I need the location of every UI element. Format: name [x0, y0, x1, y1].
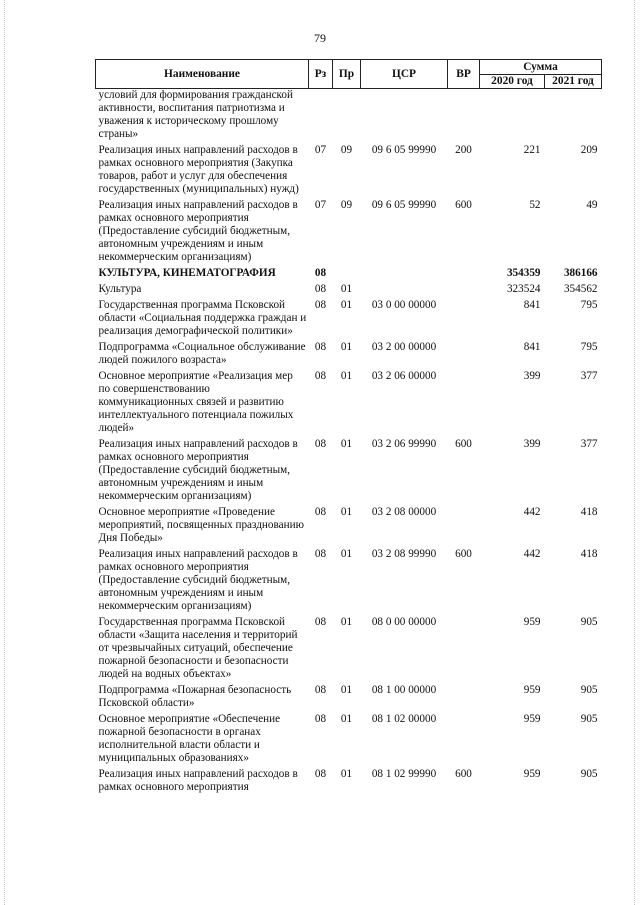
- table-row: [96, 299, 602, 341]
- row-csr: 03 2 08 99990: [371, 548, 437, 560]
- row-name: условий для формирования гражданской активности, воспитания патриотизма и уважения к историческому прошлому страны»: [98, 89, 293, 140]
- row-vr: [448, 341, 480, 370]
- row-name: Реализация иных направлений расходов в рамках основного мероприятия (Закупка товаров, работ и услуг для обеспечения государственных (муниципальных) нужд): [98, 144, 299, 195]
- row-csr: 08 0 00 00000: [371, 616, 437, 628]
- row-pr: 01: [340, 299, 353, 311]
- row-vr: 600: [455, 438, 472, 450]
- row-sum-2020: 959: [523, 713, 541, 725]
- row-rz: 08: [314, 713, 327, 725]
- row-rz: 07: [314, 144, 327, 156]
- row-csr: 08 1 02 00000: [371, 713, 437, 725]
- page-edge-right: [634, 0, 635, 905]
- row-sum-2020: 959: [523, 768, 541, 780]
- row-sum-2021: 905: [580, 684, 598, 696]
- row-name: КУЛЬТУРА, КИНЕМАТОГРАФИЯ: [98, 267, 276, 279]
- row-rz: 08: [314, 341, 327, 353]
- row-pr: 01: [340, 713, 353, 725]
- row-csr: [361, 283, 448, 299]
- row-rz: 08: [314, 548, 327, 560]
- row-rz: 08: [314, 299, 327, 311]
- table-row: [96, 199, 602, 267]
- row-name: Реализация иных направлений расходов в рамках основного мероприятия: [98, 768, 298, 793]
- row-vr: 600: [455, 768, 472, 780]
- row-rz: 08: [314, 684, 327, 696]
- row-rz: 08: [314, 768, 327, 780]
- row-sum-2020: 442: [523, 506, 541, 518]
- row-sum-2021: 418: [580, 548, 598, 560]
- table-row: [96, 144, 602, 199]
- row-sum-2021: 905: [580, 713, 598, 725]
- row-sum-2021: 377: [580, 438, 598, 450]
- header-pr: Пр: [333, 60, 361, 89]
- table-row: [96, 267, 602, 283]
- row-name: Основное мероприятие «Проведение мероприятий, посвященных празднованию Дня Победы»: [98, 506, 304, 544]
- header-vr: ВР: [448, 60, 480, 89]
- row-sum-2020: 959: [523, 684, 541, 696]
- table-row: [96, 438, 602, 506]
- row-sum-2021: 386166: [563, 267, 598, 279]
- row-vr: [448, 370, 480, 438]
- header-csr: ЦСР: [361, 60, 448, 89]
- row-csr: 03 0 00 00000: [371, 299, 437, 311]
- row-vr: [448, 283, 480, 299]
- row-vr: [448, 267, 480, 283]
- header-year-2021: 2021 год: [545, 75, 602, 89]
- page-edge-left: [4, 0, 5, 905]
- row-csr: 09 6 05 99990: [371, 144, 437, 156]
- row-sum-2020: 841: [523, 299, 541, 311]
- row-pr: 01: [340, 506, 353, 518]
- budget-table: [95, 59, 602, 797]
- header-sum: Сумма: [480, 60, 602, 75]
- row-name: Государственная программа Псковской области «Защита населения и территорий от чрезвычайных ситуаций, обеспечение пожарной безопасности и безопасности людей на водных объектах»: [98, 616, 298, 680]
- row-sum-2020: 442: [523, 548, 541, 560]
- row-name: Государственная программа Псковской области «Социальная поддержка граждан и реализация демографической политики»: [98, 299, 307, 337]
- row-rz: 07: [314, 199, 327, 211]
- row-pr: 01: [340, 616, 353, 628]
- row-sum-2020: 399: [523, 438, 541, 450]
- row-pr: 09: [340, 199, 353, 211]
- row-vr: 200: [455, 144, 472, 156]
- row-sum-2021: 905: [580, 768, 598, 780]
- row-rz: [309, 89, 333, 145]
- table-row: [96, 548, 602, 616]
- row-pr: 01: [340, 548, 353, 560]
- table-row: [96, 506, 602, 548]
- row-vr: [448, 684, 480, 713]
- row-sum-2021: 354562: [563, 283, 598, 295]
- row-vr: 600: [455, 199, 472, 211]
- row-rz: 08: [314, 438, 327, 450]
- row-csr: 09 6 05 99990: [371, 199, 437, 211]
- row-rz: 08: [314, 370, 327, 382]
- row-sum-2021: 418: [580, 506, 598, 518]
- row-name: Подпрограмма «Социальное обслуживание людей пожилого возраста»: [98, 341, 306, 366]
- table-row: [96, 341, 602, 370]
- row-sum-2020: 354359: [506, 267, 541, 279]
- header-year-2020: 2020 год: [480, 75, 545, 89]
- row-pr: 01: [340, 684, 353, 696]
- row-csr: [361, 267, 448, 283]
- row-rz: 08: [314, 616, 327, 628]
- row-name: Реализация иных направлений расходов в рамках основного мероприятия (Предоставление субсидий бюджетным, автономным учреждениям и иным некоммерческим организациям): [98, 199, 298, 263]
- row-vr: [448, 616, 480, 684]
- row-sum-2020: [480, 89, 545, 145]
- row-sum-2020: 221: [523, 144, 541, 156]
- row-csr: 03 2 00 00000: [371, 341, 437, 353]
- table-row: [96, 89, 602, 145]
- row-sum-2021: 905: [580, 616, 598, 628]
- table-row: [96, 616, 602, 684]
- row-sum-2020: 399: [523, 370, 541, 382]
- row-sum-2021: 377: [580, 370, 598, 382]
- row-vr: [448, 713, 480, 768]
- row-csr: 03 2 08 00000: [371, 506, 437, 518]
- row-csr: 08 1 02 99990: [371, 768, 437, 780]
- row-name: Культура: [98, 283, 142, 295]
- row-pr: 01: [340, 438, 353, 450]
- row-sum-2020: 323524: [506, 283, 541, 295]
- row-name: Подпрограмма «Пожарная безопасность Псковской области»: [98, 684, 292, 709]
- row-csr: 08 1 00 00000: [371, 684, 437, 696]
- row-pr: [333, 267, 361, 283]
- row-name: Основное мероприятие «Реализация мер по совершенствованию коммуникационных связей и развитию интеллектуального потенциала пожилых людей»: [98, 370, 294, 434]
- table-row: [96, 370, 602, 438]
- row-name: Основное мероприятие «Обеспечение пожарной безопасности в органах исполнительной власти области и муниципальных образованиях»: [98, 713, 281, 764]
- row-rz: 08: [314, 283, 327, 295]
- row-sum-2021: 209: [580, 144, 598, 156]
- header-rz: Рз: [309, 60, 333, 89]
- row-sum-2020: 841: [523, 341, 541, 353]
- row-pr: 01: [340, 768, 353, 780]
- table-row: [96, 768, 602, 797]
- row-sum-2020: 52: [529, 199, 541, 211]
- row-csr: [361, 89, 448, 145]
- table-body: [96, 89, 602, 798]
- row-sum-2021: [545, 89, 602, 145]
- row-name: Реализация иных направлений расходов в рамках основного мероприятия (Предоставление субсидий бюджетным, автономным учреждениям и иным некоммерческим организациям): [98, 548, 298, 612]
- row-csr: 03 2 06 99990: [371, 438, 437, 450]
- row-sum-2021: 795: [580, 299, 598, 311]
- row-sum-2021: 49: [586, 199, 598, 211]
- row-rz: 08: [314, 267, 327, 279]
- row-pr: 01: [340, 370, 353, 382]
- row-vr: [448, 299, 480, 341]
- row-csr: 03 2 06 00000: [371, 370, 437, 382]
- row-pr: 01: [340, 341, 353, 353]
- header-name: Наименование: [96, 60, 309, 89]
- row-vr: [448, 89, 480, 145]
- row-rz: 08: [314, 506, 327, 518]
- row-pr: 09: [340, 144, 353, 156]
- page-number: 79: [314, 31, 326, 45]
- row-sum-2020: 959: [523, 616, 541, 628]
- table-row: [96, 713, 602, 768]
- row-pr: [333, 89, 361, 145]
- row-name: Реализация иных направлений расходов в рамках основного мероприятия (Предоставление субсидий бюджетным, автономным учреждениям и иным некоммерческим организациям): [98, 438, 298, 502]
- table-row: [96, 684, 602, 713]
- row-pr: 01: [340, 283, 353, 295]
- table-row: [96, 283, 602, 299]
- row-sum-2021: 795: [580, 341, 598, 353]
- row-vr: [448, 506, 480, 548]
- row-vr: 600: [455, 548, 472, 560]
